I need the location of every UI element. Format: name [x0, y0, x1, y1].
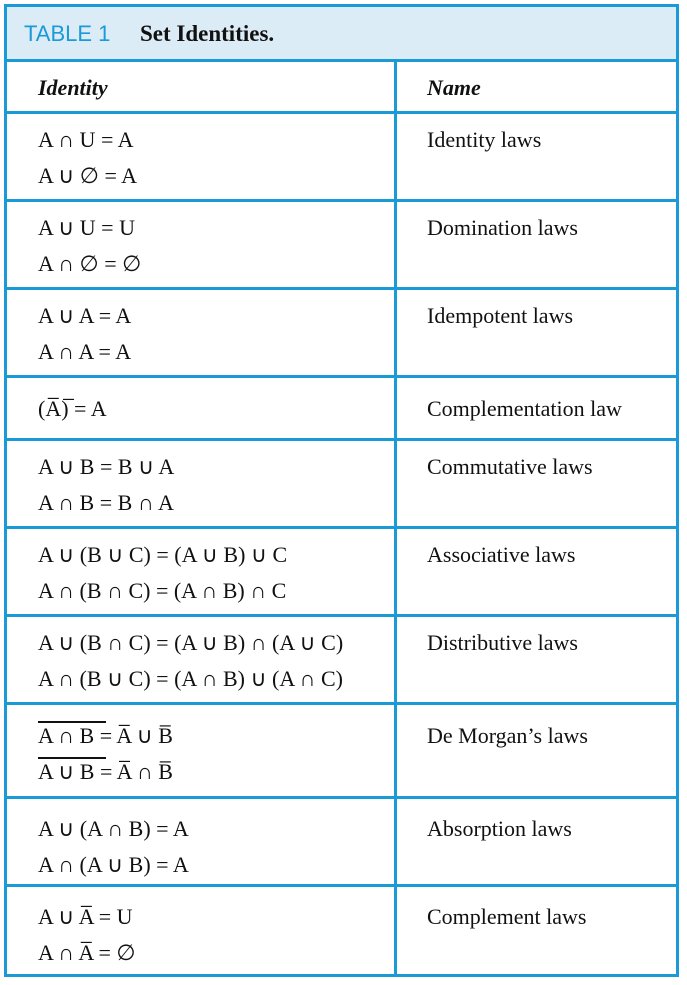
row-divider — [7, 199, 676, 202]
identity-formula: A ∪ B = B ∪ A — [38, 454, 175, 479]
identity-formula: A ∩ A̅ = ∅ — [38, 940, 136, 965]
identity-formula: A ∩ B = B ∩ A — [38, 490, 174, 515]
table-title: Set Identities. — [140, 21, 275, 46]
row-divider — [7, 375, 676, 378]
row-divider — [7, 702, 676, 705]
row-divider — [7, 111, 676, 114]
identity-formula: A ∪ ∅ = A — [38, 163, 138, 188]
row-divider — [7, 287, 676, 290]
law-name: Complementation law — [427, 396, 622, 421]
identity-formula: A ∪ B = A̅ ∩ B̅ — [38, 759, 173, 784]
table-number: TABLE 1 — [24, 21, 111, 46]
row-divider — [7, 438, 676, 441]
identity-formula: A ∪ (B ∩ C) = (A ∪ B) ∩ (A ∪ C) — [38, 630, 344, 655]
complement-overline — [38, 757, 106, 759]
column-header-name: Name — [427, 75, 481, 100]
law-name: Commutative laws — [427, 454, 593, 479]
identity-formula: (A̅)̅ = A — [38, 396, 107, 421]
law-name: Associative laws — [427, 542, 576, 567]
identity-formula: A ∩ B = A̅ ∪ B̅ — [38, 723, 173, 748]
law-name: Distributive laws — [427, 630, 578, 655]
law-name: Absorption laws — [427, 816, 572, 841]
row-divider — [7, 884, 676, 887]
law-name: Identity laws — [427, 127, 542, 152]
law-name: De Morgan’s laws — [427, 723, 588, 748]
law-name: Idempotent laws — [427, 303, 574, 328]
identity-formula: A ∪ A = A — [38, 303, 132, 328]
identity-formula: A ∩ (B ∪ C) = (A ∩ B) ∪ (A ∩ C) — [38, 666, 343, 691]
identity-formula: A ∩ U = A — [38, 127, 134, 152]
table-caption — [7, 7, 676, 62]
law-name: Domination laws — [427, 215, 578, 240]
identity-formula: A ∪ (A ∩ B) = A — [38, 816, 189, 841]
row-divider — [7, 614, 676, 617]
identity-formula: A ∩ A = A — [38, 339, 132, 364]
column-header-identity: Identity — [38, 75, 108, 100]
row-divider — [7, 526, 676, 529]
complement-overline — [38, 721, 106, 723]
row-divider — [7, 796, 676, 799]
set-identities-table — [4, 4, 679, 977]
identity-formula: A ∩ (B ∩ C) = (A ∩ B) ∩ C — [38, 578, 287, 603]
identity-formula: A ∩ (A ∪ B) = A — [38, 852, 189, 877]
identity-formula: A ∪ U = U — [38, 215, 135, 240]
identity-formula: A ∪ A̅ = U — [38, 904, 133, 929]
identity-formula: A ∩ ∅ = ∅ — [38, 251, 142, 276]
identity-formula: A ∪ (B ∪ C) = (A ∪ B) ∪ C — [38, 542, 288, 567]
law-name: Complement laws — [427, 904, 587, 929]
